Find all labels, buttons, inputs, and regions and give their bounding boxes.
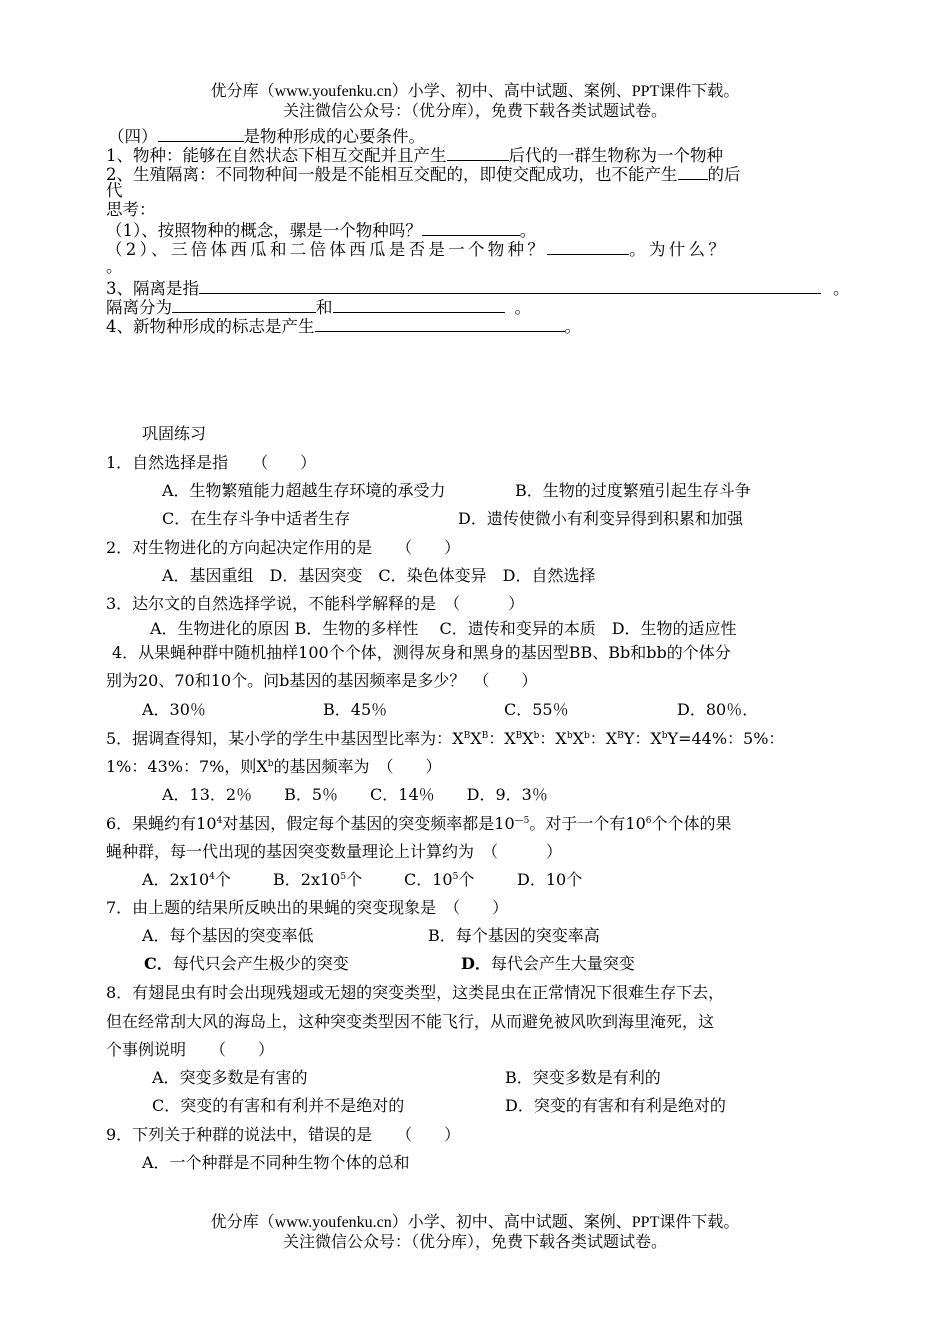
footer-line-1: 优分库（www.youfenku.cn）小学、初中、高中试题、案例、PPT课件下载。	[210, 1214, 740, 1231]
allele-xb: $X^b$	[256, 757, 274, 776]
q6-stem-2: 蝇种群，每一代出现的基因突变数量理论上计算约为 （ ）	[106, 842, 563, 861]
answer-blank[interactable]	[333, 297, 505, 313]
q5-stem-2: 1%：43%：7%，则$X^b$的基因频率为 （ ）	[106, 757, 442, 776]
q7-stem: 7．由上题的结果所反映出的果蝇的突变现象是 （ ）	[106, 898, 509, 917]
q9-stem: 9．下列关于种群的说法中，错误的是 （ ）	[106, 1125, 461, 1144]
q4-stem-2: 别为20、70和10个。问b基因的基因频率是多少？ （ ）	[106, 671, 538, 690]
q4-option-d: D．80％．	[677, 700, 759, 719]
item-1-species: 1、物种：能够在自然状态下相互交配并且产生 后代的一群生物称为一个物种	[106, 146, 723, 165]
q5-options: A．13．2％ B．5％ C．14％ D．9．3％	[162, 785, 548, 804]
genotype-ratio-formula: $X^BX^B$：$X^BX^b$：$X^bX^b$：$X^BY$：$X^bY$	[452, 729, 679, 748]
answer-blank[interactable]	[158, 126, 244, 142]
item-2-continued: 代	[106, 181, 123, 200]
q6-option-b: B．$2x10^5$个	[273, 870, 363, 889]
page-footer	[0, 1213, 950, 1253]
q1-option-c: C．在生存斗争中适者生存	[162, 509, 351, 528]
q1-option-a: A．生物繁殖能力超越生存环境的承受力	[162, 481, 446, 500]
think-question-1: （1）、按照物种的概念，骡是一个物种吗？ 。	[106, 221, 537, 240]
q8-option-d: D．突变的有害和有利是绝对的	[505, 1096, 726, 1115]
answer-blank[interactable]	[199, 278, 821, 294]
q7-option-c: C．每代只会产生极少的突变	[144, 954, 349, 973]
q1-option-b: B．生物的过度繁殖引起生存斗争	[515, 481, 751, 500]
answer-blank[interactable]	[422, 220, 520, 236]
q1-stem: 1．自然选择是指 （ ）	[106, 453, 317, 472]
q7-option-b: B．每个基因的突变率高	[428, 926, 600, 945]
q8-option-c: C．突变的有害和有利并不是绝对的	[152, 1096, 405, 1115]
footer-line-2: 关注微信公众号：（优分库），免费下载各类试题试卷。	[282, 1234, 667, 1251]
header-line-1: 优分库（www.youfenku.cn）小学、初中、高中试题、案例、PPT课件下载。	[210, 83, 740, 100]
q7-option-a: A．每个基因的突变率低	[142, 926, 314, 945]
think-question-2-end: 。	[106, 257, 123, 276]
q6-option-d: D．10个	[517, 870, 583, 889]
practice-title: 巩固练习	[142, 424, 207, 443]
q2-options: A．基因重组 D．基因突变 C．染色体变异 D．自然选择	[162, 566, 596, 585]
q4-stem: 4．从果蝇种群中随机抽样100个个体，测得灰身和黑身的基因型BB、Bb和bb的个体分	[112, 643, 731, 662]
item-3-isolation: 3、隔离是指 。	[106, 279, 850, 298]
q8-stem-2: 但在经常刮大风的海岛上，这种突变类型因不能飞行，从而避免被风吹到海里淹死，这	[106, 1012, 715, 1031]
item-4-new-species: 4、新物种形成的标志是产生 。	[106, 317, 581, 336]
answer-blank[interactable]	[678, 164, 708, 180]
section-4-heading: （四） 是物种形成的心要条件。	[108, 127, 425, 146]
q1-option-d: D．遗传使微小有利变异得到积累和加强	[458, 509, 743, 528]
item-2-reproductive-isolation: 2、生殖隔离：不同物种间一般是不能相互交配的，即使交配成功，也不能产生 的后	[106, 165, 741, 184]
answer-blank[interactable]	[547, 239, 629, 255]
item-3-isolation-types: 隔离分为 和 。	[106, 298, 531, 317]
q6-option-a: A．$2x10^4$个	[142, 870, 231, 889]
answer-blank[interactable]	[315, 316, 565, 332]
q8-option-a: A．突变多数是有害的	[152, 1068, 308, 1087]
think-label: 思考：	[106, 200, 156, 219]
q8-stem: 8．有翅昆虫有时会出现残翅或无翅的突变类型，这类昆虫在正常情况下很难生存下去，	[106, 983, 725, 1002]
think-question-2: （2）、三倍体西瓜和二倍体西瓜是否是一个物种？ 。为什么？	[106, 240, 729, 259]
q8-stem-3: 个事例说明 （ ）	[106, 1040, 275, 1059]
q5-stem: 5．据调查得知，某小学的学生中基因型比率为：$X^BX^B$：$X^BX^b$：$X^bX^b$：$X^BY$：$X^bY=44\%$：5%：	[106, 729, 785, 748]
q3-options: A．生物进化的原因 B．生物的多样性 C．遗传和变异的本质 D．生物的适应性	[150, 619, 737, 638]
q4-option-b: B．45％	[323, 700, 388, 719]
answer-blank[interactable]	[447, 145, 509, 161]
q4-option-c: C．55％	[504, 700, 569, 719]
q4-option-a: A．30％	[142, 700, 206, 719]
q9-option-a: A．一个种群是不同种生物个体的总和	[142, 1153, 410, 1172]
q6-stem: 6．果蝇约有$10^4$对基因，假定每个基因的突变频率都是$10^{—5}$。对于一个有$10^6$个个体的果	[106, 814, 732, 833]
q7-option-d: D．每代会产生大量突变	[461, 954, 635, 973]
header-line-2: 关注微信公众号：（优分库），免费下载各类试题试卷。	[282, 103, 667, 120]
q3-stem: 3．达尔文的自然选择学说，不能科学解释的是 （ ）	[106, 594, 525, 613]
q6-option-c: C．$10^5$个	[404, 870, 475, 889]
answer-blank[interactable]	[172, 297, 316, 313]
page-header	[0, 82, 950, 122]
q2-stem: 2．对生物进化的方向起决定作用的是 （ ）	[106, 538, 461, 557]
q8-option-b: B．突变多数是有利的	[505, 1068, 661, 1087]
